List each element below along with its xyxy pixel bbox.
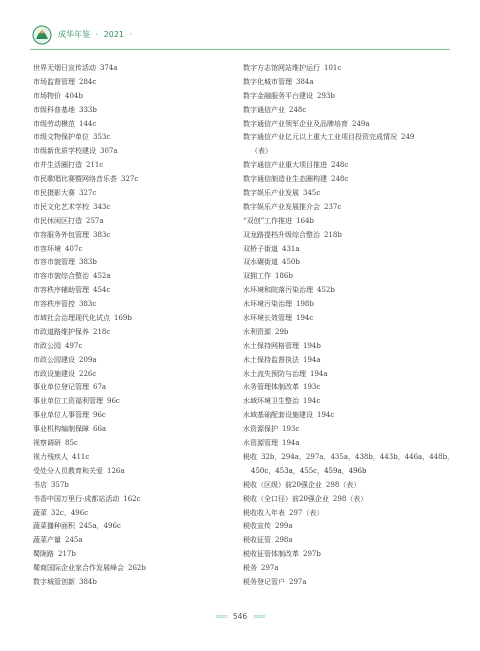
index-page-ref: 257a — [86, 216, 104, 225]
index-entry — [33, 118, 243, 132]
index-page-ref: 411c — [72, 452, 90, 461]
index-term: 事业单位人事管理 — [33, 411, 89, 420]
index-page-ref: 193c — [303, 383, 321, 392]
index-entry — [33, 312, 243, 326]
index-page-ref: 327c — [79, 189, 97, 198]
index-entry — [33, 381, 243, 395]
index-page-ref: 248c — [331, 161, 349, 170]
index-term: 事业机构编制保障 — [33, 425, 89, 434]
index-entry — [33, 395, 243, 409]
index-entry — [33, 187, 243, 201]
index-entry — [243, 507, 463, 521]
index-term: 蜀陇路 — [33, 550, 54, 559]
index-page-ref: 85c — [65, 439, 78, 448]
index-term: 双拥工作 — [243, 272, 271, 281]
index-entry — [33, 493, 243, 507]
index-page-ref: 384b — [79, 577, 97, 586]
index-page-ref: 452a — [93, 272, 111, 281]
index-term: 事业单位登记管理 — [33, 383, 89, 392]
index-entry — [243, 534, 463, 548]
index-entry — [243, 173, 463, 187]
index-page-ref: 345c — [303, 189, 321, 198]
index-page-ref: 194c — [303, 397, 321, 406]
index-term: 受处分人员教育和关爱 — [33, 466, 103, 475]
index-page-ref: 298a — [275, 536, 293, 545]
index-term: 税收征管体制改革 — [243, 550, 299, 559]
index-entry — [33, 507, 243, 521]
index-term: 蔬菜 — [33, 508, 47, 517]
index-term: 市政设施建设 — [33, 369, 75, 378]
index-term: 数字娱乐产业发展 — [243, 189, 299, 198]
index-entry — [243, 520, 463, 534]
index-term: 数字化城市管理 — [243, 77, 292, 86]
index-entry — [33, 201, 243, 215]
index-page-ref: 218b — [324, 230, 342, 239]
index-page-ref: 297a — [289, 577, 307, 586]
brand-title: 成华年鉴 — [58, 30, 90, 39]
index-term: 世界无烟日宣传活动 — [33, 64, 96, 72]
index-page-ref: 327c — [121, 175, 139, 184]
index-entry — [243, 354, 463, 368]
index-term: 数字通信产业领军企业及品牌培育 — [243, 119, 348, 128]
index-page-ref: 66a — [93, 425, 107, 434]
index-term: 市场物价 — [33, 91, 61, 100]
index-entry — [243, 423, 463, 437]
index-term: 水环境长效管理 — [243, 314, 292, 323]
index-page-ref: 297b — [303, 550, 321, 559]
index-term: 市井生活圈打造 — [33, 161, 82, 170]
index-term: 税收征管 — [243, 536, 271, 545]
index-term: 税务登记管户 — [243, 577, 285, 586]
index-term: 税收宣传 — [243, 522, 271, 531]
index-entry — [243, 493, 463, 507]
index-page-ref: 194c — [296, 314, 314, 323]
index-page-ref: 343c — [93, 202, 111, 211]
index-entry — [33, 534, 243, 548]
index-term: 蔬菜产量 — [33, 536, 61, 545]
index-page-ref: 298（表） — [332, 494, 368, 503]
index-entry — [33, 270, 243, 284]
index-page-ref: 194a — [310, 369, 328, 378]
index-entry — [33, 256, 243, 270]
index-entry — [243, 62, 463, 76]
index-term: 水域环境卫生整治 — [243, 397, 299, 406]
index-term: 市容市貌综合整治 — [33, 272, 89, 281]
index-entry — [33, 354, 243, 368]
index-entry — [243, 215, 463, 229]
index-entry — [243, 256, 463, 270]
index-entry — [33, 131, 243, 145]
page-footer — [0, 612, 480, 626]
index-term: 市容环境 — [33, 244, 61, 253]
index-page-ref: 497c — [65, 341, 83, 350]
index-page-ref: 452b — [317, 286, 335, 295]
index-page-ref: 32c，496c — [51, 508, 89, 517]
index-entry — [243, 104, 463, 118]
index-entry — [33, 229, 243, 243]
index-term: 市容秩序管控 — [33, 300, 75, 309]
index-term: 数字通信产业重大项目推进 — [243, 161, 327, 170]
chengdu-logo-icon — [32, 25, 52, 45]
index-entry — [243, 312, 463, 326]
index-page-ref: 96c — [93, 411, 106, 420]
index-page-ref: 209a — [79, 355, 97, 364]
index-entry — [243, 187, 463, 201]
index-entry-continuation: （表） — [251, 147, 272, 156]
index-page-ref: 249 — [401, 133, 415, 142]
index-page-ref: 217b — [58, 550, 76, 559]
index-entry — [243, 118, 463, 132]
index-entry-continuation: 450c，453a，455c，459a，496b — [251, 466, 367, 475]
index-entry — [33, 284, 243, 298]
index-page-ref: 226c — [79, 369, 97, 378]
index-entry — [33, 548, 243, 562]
index-term: 蜀商国际企业家合作发展峰会 — [33, 564, 124, 573]
index-entry — [243, 368, 463, 382]
index-page-ref: 248c — [289, 105, 307, 114]
index-entry — [243, 340, 463, 354]
index-term: 市域社会治理现代化试点 — [33, 314, 110, 323]
index-page-ref: 383b — [79, 258, 97, 267]
index-term: 市民摄影大赛 — [33, 189, 75, 198]
index-term: 市民歌唱比赛暨网络音乐荟 — [33, 175, 117, 184]
index-term: 水环境污染治理 — [243, 300, 292, 309]
index-term: 数字娱乐产业发展推介会 — [243, 202, 320, 211]
index-entry — [33, 159, 243, 173]
index-entry — [243, 576, 463, 590]
index-entry — [243, 381, 463, 395]
index-page-ref: 407c — [65, 244, 83, 253]
index-page-ref: 262b — [128, 564, 146, 573]
index-page-ref: 297a — [261, 564, 279, 573]
brand-separator: · — [95, 30, 99, 39]
index-page-ref: 194a — [303, 355, 321, 364]
index-term: 书店 — [33, 480, 47, 489]
index-entry — [243, 76, 463, 90]
index-entry — [33, 62, 243, 76]
index-entry — [33, 423, 243, 437]
index-entry — [243, 326, 463, 340]
index-entry — [33, 520, 243, 534]
index-term: 市民文化艺术学校 — [33, 202, 89, 211]
index-entry — [33, 340, 243, 354]
index-page-ref: 32b，294a，297a，435a，438b，443b，446a，448b， — [261, 452, 455, 461]
index-term: 市政公园 — [33, 341, 61, 350]
index-page-ref: 454c — [93, 286, 111, 295]
index-term: 数字城管创新 — [33, 577, 75, 586]
index-entry — [33, 243, 243, 257]
index-term: 事业单位工资福利管理 — [33, 397, 103, 406]
index-page-ref: 383c — [79, 300, 97, 309]
index-page-ref: 96c — [107, 397, 120, 406]
index-page-ref: 237c — [324, 202, 342, 211]
index-page-ref: 211c — [86, 161, 104, 170]
index-page-ref: 404b — [65, 91, 83, 100]
index-page-ref: 284c — [79, 77, 97, 86]
index-page-ref: 162c — [123, 494, 141, 503]
index-term: 市级文物保护单位 — [33, 133, 89, 142]
index-term: 市政公园建设 — [33, 355, 75, 364]
index-entry — [243, 270, 463, 284]
index-entry — [243, 131, 463, 145]
index-entry — [243, 229, 463, 243]
index-column-right — [243, 62, 463, 590]
index-page-ref: 249a — [352, 119, 370, 128]
index-term: 市容秩序辅助管理 — [33, 286, 89, 295]
index-term: 双龙路提档升级综合整治 — [243, 230, 320, 239]
index-term: 市政道路维护保养 — [33, 327, 89, 336]
index-page-ref: 450b — [282, 258, 300, 267]
index-term: “双创”工作推进 — [243, 216, 293, 225]
index-page-ref: 374a — [100, 64, 118, 72]
index-entry — [33, 173, 243, 187]
index-term: 书香中国万里行·成都站活动 — [33, 494, 120, 503]
index-entry — [243, 201, 463, 215]
index-entry — [243, 451, 463, 465]
index-term: 数字金融服务平台建设 — [243, 91, 313, 100]
index-term: 水土流失预防与治理 — [243, 369, 306, 378]
index-term: 市容市貌管理 — [33, 258, 75, 267]
index-entry — [243, 243, 463, 257]
index-term: 市级科普基地 — [33, 105, 75, 114]
index-term: 数字通信产业 — [243, 105, 285, 114]
index-term: 数字通信产业亿元以上重大工业项目投资完成情况 — [243, 133, 397, 142]
index-term: 蔬菜播种面积 — [33, 522, 75, 531]
index-page-ref: 333b — [79, 105, 97, 114]
index-term: 视力残疾人 — [33, 452, 68, 461]
index-term: 双水碾街道 — [243, 258, 278, 267]
index-page-ref: 431a — [282, 244, 300, 253]
page-header — [22, 14, 462, 44]
index-page-ref: 297（表） — [289, 508, 324, 517]
index-term: 数字方志馆网站维护运行 — [243, 64, 320, 72]
index-page-ref: 193c — [282, 425, 300, 434]
index-page-ref: 218c — [93, 327, 111, 336]
footer-dash-left: ═══ — [215, 612, 227, 621]
index-term: 市级劳动模范 — [33, 119, 75, 128]
index-page-ref: 194b — [303, 341, 321, 350]
index-column-left — [33, 62, 243, 590]
index-entry — [33, 104, 243, 118]
index-term: 税收（全口径）前20强企业 — [243, 494, 329, 503]
index-entry — [243, 562, 463, 576]
index-entry — [243, 409, 463, 423]
index-entry — [243, 395, 463, 409]
index-entry — [243, 479, 463, 493]
index-entry — [243, 298, 463, 312]
index-page-ref: 293b — [317, 91, 335, 100]
index-entry — [33, 76, 243, 90]
index-term: 双桥子街道 — [243, 244, 278, 253]
index-page-ref: 144c — [79, 119, 97, 128]
index-entry — [33, 409, 243, 423]
page-number: 546 — [232, 612, 248, 621]
index-term: 税收 — [243, 452, 257, 461]
index-page-ref: 248c — [331, 175, 349, 184]
index-entry — [33, 451, 243, 465]
index-entry — [33, 479, 243, 493]
index-page-ref: 198b — [296, 300, 314, 309]
index-page-ref: 29b — [275, 327, 289, 336]
index-entry — [33, 145, 243, 159]
index-term: 水资源保护 — [243, 425, 278, 434]
index-page-ref: 194a — [282, 439, 300, 448]
index-term: 水域基础配套设施建设 — [243, 411, 313, 420]
index-term: 水环境和院落污染治理 — [243, 286, 313, 295]
index-entry — [243, 90, 463, 104]
index-term: 税收收入年表 — [243, 508, 285, 517]
header-rule — [30, 49, 450, 50]
index-page-ref: 169b — [114, 314, 132, 323]
index-term: 水务管理体制改革 — [243, 383, 299, 392]
index-entry — [33, 90, 243, 104]
index-entry — [33, 576, 243, 590]
index-entry — [33, 215, 243, 229]
index-entry — [33, 465, 243, 479]
index-page-ref: 298（表） — [325, 480, 361, 489]
index-page-ref: 101c — [324, 64, 342, 72]
index-term: 水土保持网格管理 — [243, 341, 299, 350]
index-term: 市容服务外包管理 — [33, 230, 89, 239]
index-page-ref: 194c — [317, 411, 335, 420]
index-term: 市级新优质学校建设 — [33, 147, 96, 156]
index-entry — [243, 159, 463, 173]
index-term: 税收（区级）前20强企业 — [243, 480, 322, 489]
index-page-ref: 67a — [93, 383, 107, 392]
index-page-ref: 383c — [93, 230, 111, 239]
index-term: 水资源管理 — [243, 439, 278, 448]
index-page-ref: 186b — [275, 272, 293, 281]
brand-year: 2021 — [103, 30, 124, 39]
index-page-ref: 299a — [275, 522, 293, 531]
index-page-ref: 245a，496c — [79, 522, 121, 531]
footer-dash-right: ═══ — [253, 612, 265, 621]
index-term: 水利资源 — [243, 327, 271, 336]
index-entry — [33, 326, 243, 340]
index-page-ref: 126a — [107, 466, 125, 475]
index-entry — [243, 284, 463, 298]
index-entry — [33, 437, 243, 451]
index-page-ref: 164b — [296, 216, 315, 225]
index-entry — [33, 298, 243, 312]
brand-separator-2: · — [129, 30, 133, 39]
index-term: 数字通信制造业生态圈构建 — [243, 175, 327, 184]
index-page-ref: 357b — [51, 480, 69, 489]
index-page-ref: 384a — [296, 77, 314, 86]
index-term: 税务 — [243, 564, 257, 573]
index-entry — [243, 548, 463, 562]
index-page-ref: 307a — [100, 147, 118, 156]
index-term: 市场监督管理 — [33, 77, 75, 86]
index-entry — [243, 437, 463, 451]
index-page-ref: 245a — [65, 536, 83, 545]
index-term: 市民休闲区打造 — [33, 216, 82, 225]
index-term: 水土保持监督执法 — [243, 355, 299, 364]
index-term: 视察调研 — [33, 439, 61, 448]
index-entry — [33, 368, 243, 382]
index-entry — [33, 562, 243, 576]
index-page-ref: 353c — [93, 133, 111, 142]
header-brand — [58, 29, 132, 40]
